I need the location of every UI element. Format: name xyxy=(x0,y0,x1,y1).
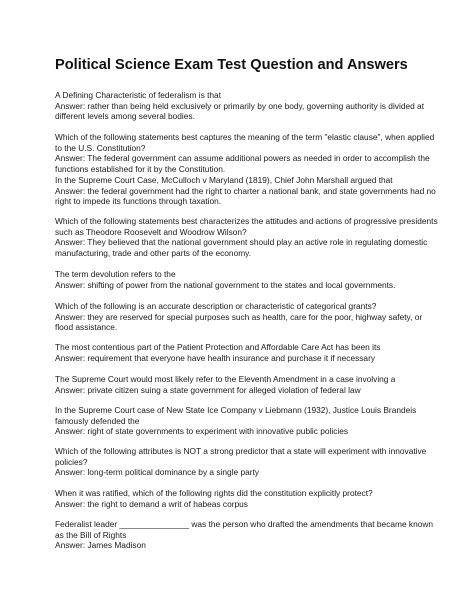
question-text: Federalist leader _______________ was the person who drafted the amendments that became known as the Bill of Rights xyxy=(55,519,434,540)
question-text: Which of the following statements best captures the meaning of the term "elastic clause", when applied to the U.S. Constitution? xyxy=(55,132,435,153)
document-title: Political Science Exam Test Question and Answers xyxy=(55,57,408,73)
qa-item-12 xyxy=(55,519,440,551)
qa-item-8 xyxy=(55,374,440,395)
answer-text: Answer: private citizen suing a state government for alleged violation of federal law xyxy=(55,384,361,395)
qa-item-6 xyxy=(55,301,440,333)
answer-text: Answer: right of state governments to experiment with innovative public policies xyxy=(55,426,349,437)
qa-item-4 xyxy=(55,216,440,258)
qa-item-10 xyxy=(55,446,440,478)
answer-text: Answer: the right to demand a writ of habeas corpus xyxy=(55,498,248,509)
qa-item-7 xyxy=(55,342,440,363)
answer-text: Answer: The federal government can assume additional powers as needed in order to accomplish the functions established for it by the Constitution. xyxy=(55,153,430,174)
question-text: In the Supreme Court Case, McCulloch v Maryland (1819), Chief John Marshall argued that xyxy=(55,175,393,185)
answer-text: Answer: James Madison xyxy=(55,540,146,551)
question-text: Which of the following is an accurate description or characteristic of categorical grants? xyxy=(55,301,377,311)
answer-text: Answer: the federal government had the right to charter a national bank, and state governments had no right to impede its functions through taxation. xyxy=(55,185,436,207)
answer-text: Answer: They believed that the national government should play an active role in regulating domestic manufacturing, trade and other parts of the economy. xyxy=(55,237,428,258)
answer-text: Answer: long-term political dominance by a single party xyxy=(55,467,260,478)
qa-item-11 xyxy=(55,488,440,509)
answer-text: Answer: requirement that everyone have health insurance and purchase it if necessary xyxy=(55,352,376,363)
answer-text: Answer: they are reserved for special purposes such as health, care for the poor, highway safety, or flood assistance. xyxy=(55,311,423,333)
qa-item-3 xyxy=(55,175,440,207)
question-text: The term devolution refers to the xyxy=(55,269,176,279)
answer-text: Answer: shifting of power from the national government to the states and local governments. xyxy=(55,279,396,290)
question-text: A Defining Characteristic of federalism is that xyxy=(55,90,222,100)
answer-text: Answer: rather than being held exclusively or primarily by one body, governing authority is divided at different levels among several bodies. xyxy=(55,100,425,122)
question-text: In the Supreme Court case of New State Ice Company v Liebmann (1932), Justice Louis Brandeis famously defended the xyxy=(55,405,417,426)
qa-item-2 xyxy=(55,132,440,174)
question-text: Which of the following attributes is NOT a strong predictor that a state will experiment with innovative policies? xyxy=(55,446,427,467)
qa-item-9 xyxy=(55,405,440,437)
question-text: The most contentious part of the Patient Protection and Affordable Care Act has been its xyxy=(55,342,381,352)
question-text: When it was ratified, which of the following rights did the constitution explicitly protect? xyxy=(55,488,373,498)
qa-item-1 xyxy=(55,90,440,122)
question-text: Which of the following statements best characterizes the attitudes and actions of progressive presidents such as Theodore Roosevelt and Woodrow Wilson? xyxy=(55,216,438,237)
question-text: The Supreme Court would most likely refer to the Eleventh Amendment in a case involving a xyxy=(55,374,396,384)
qa-item-5 xyxy=(55,269,440,290)
